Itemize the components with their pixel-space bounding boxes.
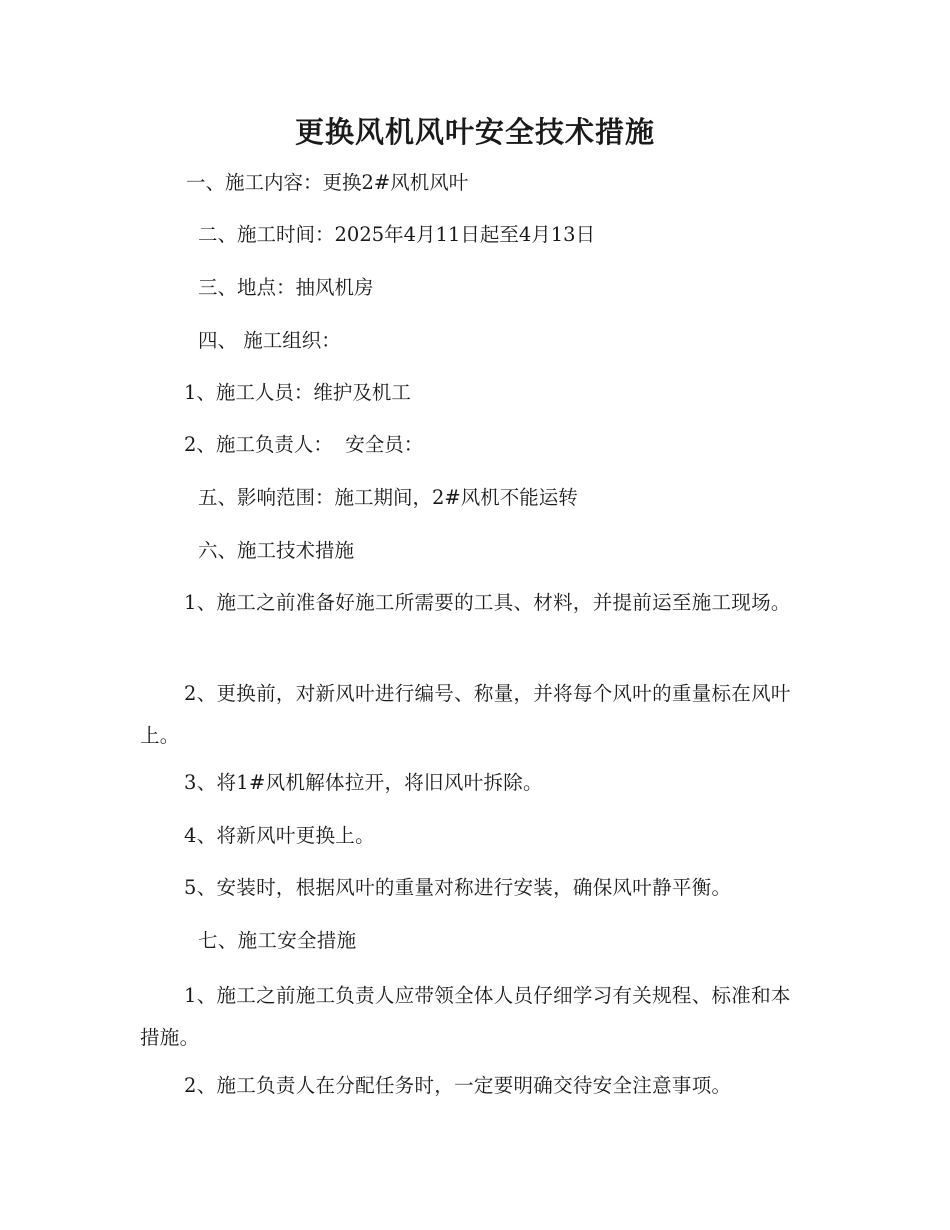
section-technical-measures: 六、施工技术措施: [198, 539, 355, 562]
organization-personnel: 1、施工人员：维护及机工: [184, 381, 411, 404]
section-construction-time: 二、施工时间：2025年4月11日起至4月13日: [198, 223, 596, 246]
section-impact-scope: 五、影响范围：施工期间，2#风机不能运转: [198, 486, 578, 509]
document-title: 更换风机风叶安全技术措施: [294, 115, 655, 149]
safety-measure-2: 2、施工负责人在分配任务时，一定要明确交待安全注意事项。: [184, 1074, 732, 1097]
organization-responsible: 2、施工负责人： 安全员：: [184, 433, 424, 456]
technical-measure-4: 4、将新风叶更换上。: [184, 824, 375, 847]
section-location: 三、地点：抽风机房: [198, 276, 374, 299]
section-construction-content: 一、施工内容：更换2#风机风叶: [186, 171, 469, 194]
section-organization: 四、 施工组织：: [198, 329, 341, 352]
technical-measure-3: 3、将1#风机解体拉开，将旧风叶拆除。: [184, 771, 543, 794]
section-safety-measures: 七、施工安全措施: [198, 929, 357, 952]
technical-measure-2: 2、更换前，对新风叶进行编号、称量，并将每个风叶的重量标在风叶上。: [140, 682, 791, 747]
safety-measure-1: 1、施工之前施工负责人应带领全体人员仔细学习有关规程、标准和本措施。: [140, 984, 791, 1049]
technical-measure-5: 5、安装时，根据风叶的重量对称进行安装，确保风叶静平衡。: [184, 876, 732, 899]
technical-measure-1: 1、施工之前准备好施工所需要的工具、材料，并提前运至施工现场。: [184, 591, 791, 614]
